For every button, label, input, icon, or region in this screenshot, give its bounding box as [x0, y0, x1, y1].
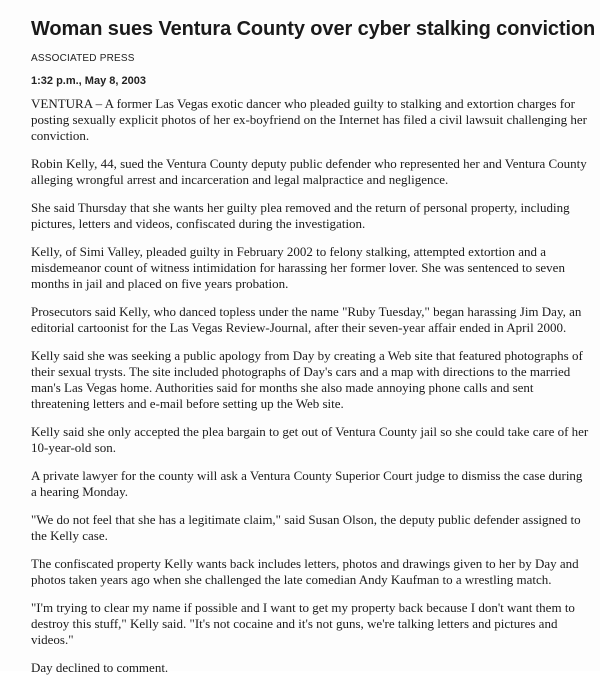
- article-paragraph: "I'm trying to clear my name if possible and I want to get my property back because I don't want them to destroy this stuff," Kelly said. "It's not cocaine and it's not guns, we're talking letters and pictures and videos.": [31, 600, 575, 647]
- article-paragraph: "We do not feel that she has a legitimate claim," said Susan Olson, the deputy public defender assigned to the Kelly case.: [31, 512, 581, 543]
- article-byline: ASSOCIATED PRESS: [31, 53, 135, 64]
- article-paragraph: Kelly said she was seeking a public apology from Day by creating a Web site that featured photographs of their sexual trysts. The site included photographs of Day's cars and a map with directions to the married man's Las Vegas home. Authorities said for months she also made annoying phone calls and sent threatening letters and e-mail before setting up the Web site.: [31, 348, 583, 411]
- article-paragraph: Day declined to comment.: [31, 660, 169, 675]
- article-paragraph: VENTURA – A former Las Vegas exotic dancer who pleaded guilty to stalking and extortion charges for posting sexually explicit photos of her ex-boyfriend on the Internet has filed a civil lawsuit challenging her conviction.: [31, 96, 587, 143]
- article-paragraph: Kelly, of Simi Valley, pleaded guilty in February 2002 to felony stalking, attempted extortion and a misdemeanor count of witness intimidation for harassing her former lover. She was sentenced to seven months in jail and placed on five years probation.: [31, 244, 565, 291]
- article-dateline: 1:32 p.m., May 8, 2003: [31, 75, 146, 87]
- article-body: [31, 96, 591, 688]
- article-paragraph: Prosecutors said Kelly, who danced topless under the name "Ruby Tuesday," began harassing Jim Day, an editorial cartoonist for the Las Vegas Review-Journal, after their seven-year affair ended in April 2000.: [31, 304, 582, 335]
- article-paragraph: The confiscated property Kelly wants back includes letters, photos and drawings given to her by Day and photos taken years ago when she challenged the late comedian Andy Kaufman to a wrestling match.: [31, 556, 579, 587]
- article-paragraph: She said Thursday that she wants her guilty plea removed and the return of personal property, including pictures, letters and videos, confiscated during the investigation.: [31, 200, 570, 231]
- article-headline: Woman sues Ventura County over cyber stalking conviction: [31, 18, 596, 40]
- article-paragraph: Kelly said she only accepted the plea bargain to get out of Ventura County jail so she could take care of her 10-year-old son.: [31, 424, 589, 455]
- article-paragraph: A private lawyer for the county will ask a Ventura County Superior Court judge to dismiss the case during a hearing Monday.: [31, 468, 583, 499]
- article-paragraph: Robin Kelly, 44, sued the Ventura County deputy public defender who represented her and Ventura County alleging wrongful arrest and incarceration and legal malpractice and negligence.: [31, 156, 587, 187]
